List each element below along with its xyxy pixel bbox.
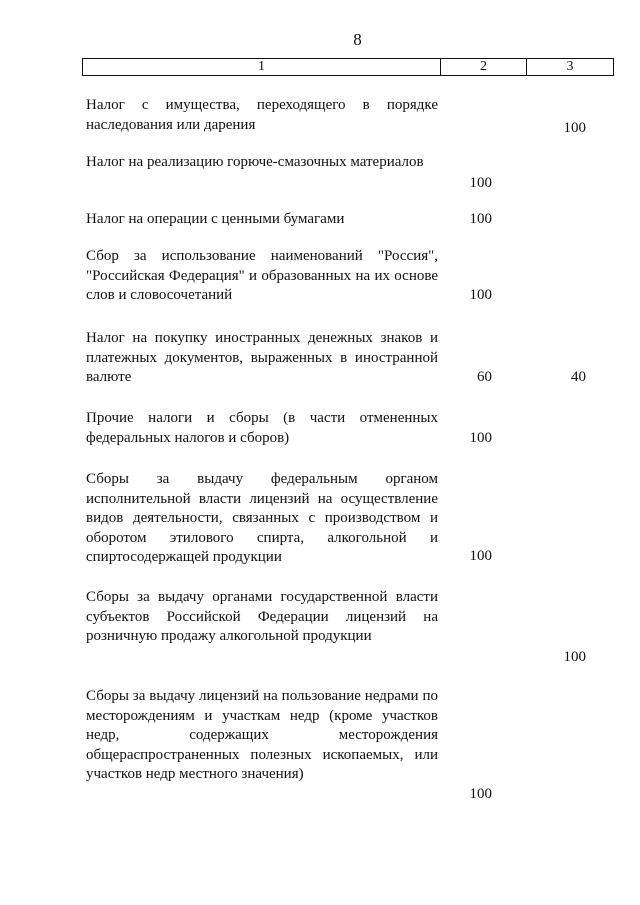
row-description: Сбор за использование наименований "Россия", "Российская Федерация" и образованных на их основе слов и словосочетаний <box>86 248 438 303</box>
row-description: Налог на покупку иностранных денежных знаков и платежных документов, выраженных в иностранной валюте <box>86 330 438 385</box>
row-value-col3: 100 <box>563 649 586 665</box>
row-value-col3: 40 <box>571 369 586 385</box>
row-value-col2: 100 <box>469 175 492 191</box>
row-value-col3: 100 <box>563 120 586 136</box>
column-header-2: 2 <box>441 59 527 75</box>
row-description: Налог с имущества, переходящего в порядке наследования или дарения <box>86 97 438 133</box>
row-value-col2: 100 <box>469 211 492 227</box>
row-value-col2: 100 <box>469 786 492 802</box>
column-header-row <box>82 58 614 76</box>
column-header-1: 1 <box>83 59 441 75</box>
row-description: Сборы за выдачу органами государственной власти субъектов Российской Федерации лицензий на розничную продажу алкогольной продукции <box>86 589 438 644</box>
row-value-col2: 100 <box>469 430 492 446</box>
page-number: 8 <box>353 30 362 49</box>
row-value-col2: 100 <box>469 287 492 303</box>
row-description: Прочие налоги и сборы (в части отмененных федеральных налогов и сборов) <box>86 410 438 446</box>
row-description: Сборы за выдачу лицензий на пользование недрами по месторождениям и участкам недр (кроме участков недр, содержащих месторождения общераспространенных полезных ископаемых, или участков недр местного значения) <box>86 688 438 782</box>
row-description: Налог на реализацию горюче-смазочных материалов <box>86 154 424 170</box>
row-value-col2: 100 <box>469 548 492 564</box>
row-description: Налог на операции с ценными бумагами <box>86 211 345 227</box>
column-header-3: 3 <box>566 59 574 74</box>
row-value-col2: 60 <box>477 369 492 385</box>
row-description: Сборы за выдачу федеральным органом исполнительной власти лицензий на осуществление видов деятельности, связанных с производством и оборотом этилового спирта, алкогольной и спиртосодержащей продукции <box>86 471 438 565</box>
